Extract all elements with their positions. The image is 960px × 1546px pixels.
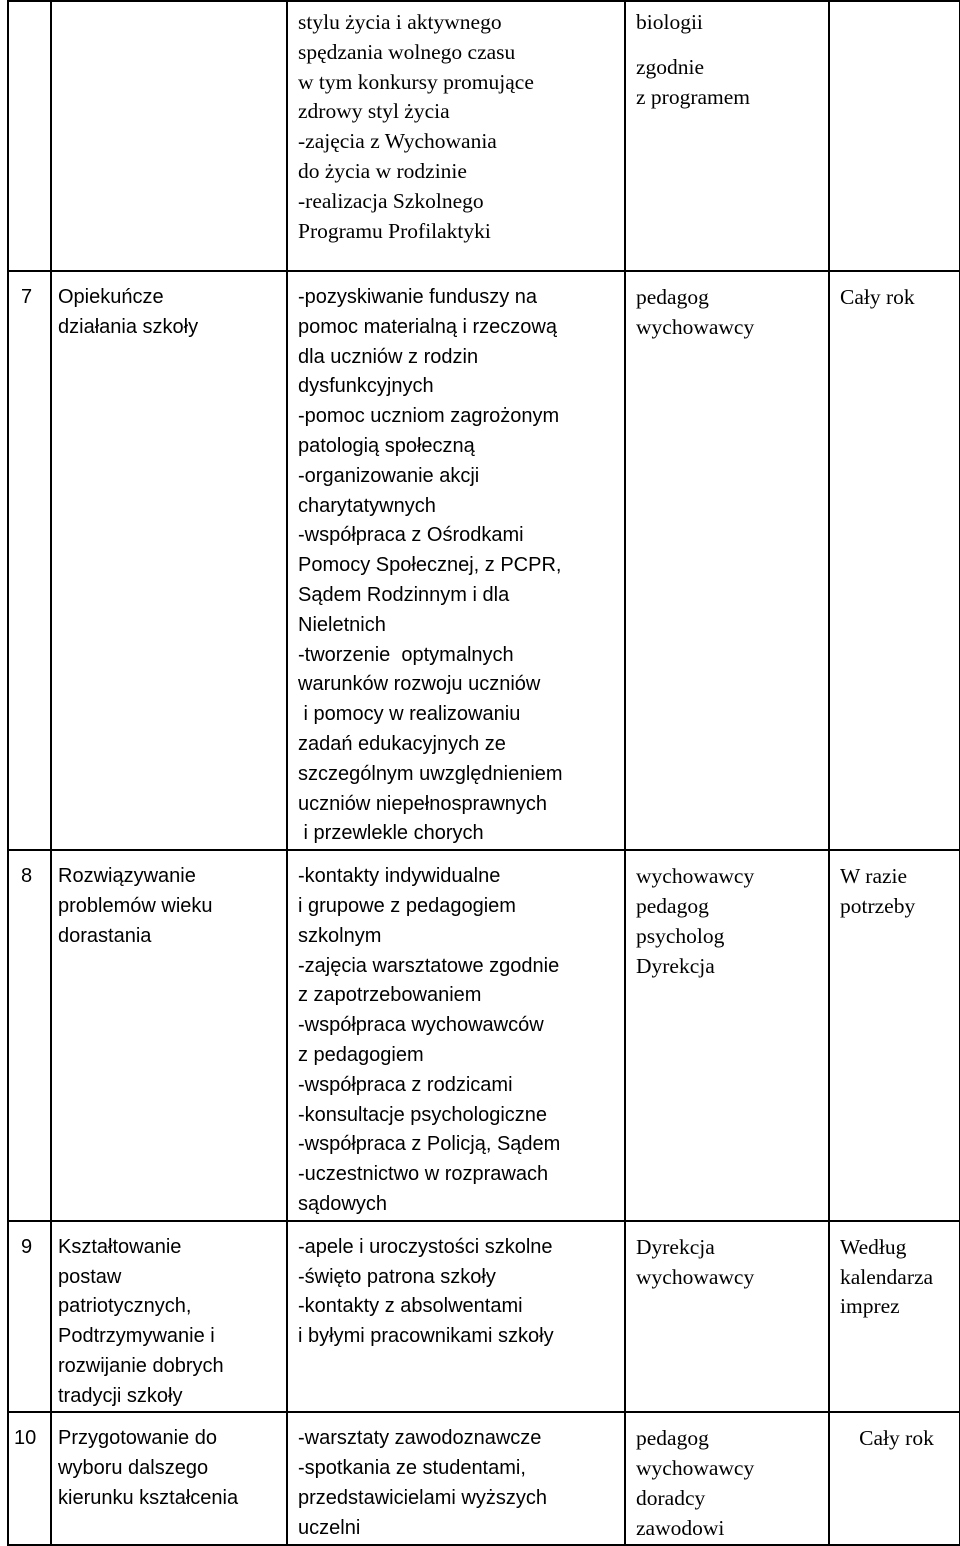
- topic-line: Kształtowanie: [58, 1235, 182, 1258]
- cell-activities: [287, 1412, 625, 1544]
- responsible-line: zawodowi: [636, 1515, 725, 1540]
- responsible-line: pedagog: [636, 285, 709, 309]
- responsible-line: wychowawcy: [636, 314, 755, 339]
- plan-table: [7, 0, 960, 1546]
- activities-list: [298, 1233, 618, 1352]
- responsible-list: [636, 283, 822, 343]
- activity-line: dla uczniów z rodzin: [298, 345, 479, 368]
- activity-line: w tym konkursy promujące: [298, 69, 534, 94]
- timing-text: [840, 283, 953, 313]
- cell-number: [8, 1, 51, 271]
- cell-responsible: [625, 1221, 829, 1413]
- row-number: 8: [8, 850, 51, 1221]
- responsible-line: wychowawcy: [636, 1456, 755, 1481]
- cell-timing: [829, 271, 960, 850]
- topic-line: rozwijanie dobrych: [58, 1354, 224, 1377]
- table-row-8: [8, 850, 960, 1221]
- activity-line: -święto patrona szkoły: [298, 1265, 496, 1288]
- cell-timing: [829, 1221, 960, 1413]
- topic-text: [58, 283, 280, 343]
- activity-line: -zajęcia z Wychowania: [298, 129, 497, 154]
- activity-line: sądowych: [298, 1192, 387, 1215]
- responsible-line: biologii: [636, 10, 703, 34]
- timing-line: potrzeby: [840, 893, 916, 918]
- activity-line: warunków rozwoju uczniów: [298, 673, 541, 696]
- responsible-line: zgodnie: [636, 54, 705, 79]
- cell-activities: [287, 1221, 625, 1413]
- cell-responsible: [625, 271, 829, 850]
- table-row-continuation: [8, 1, 960, 271]
- cell-topic: [51, 850, 287, 1221]
- responsible-list: [636, 8, 822, 112]
- cell-responsible: [625, 850, 829, 1221]
- activity-line: -współpraca wychowawców: [298, 1014, 544, 1037]
- activity-line: -pomoc uczniom zagrożonym: [298, 405, 560, 428]
- activity-line: spędzania wolnego czasu: [298, 39, 516, 64]
- topic-line: Podtrzymywanie i: [58, 1325, 215, 1348]
- topic-line: Opiekuńcze: [58, 286, 164, 308]
- topic-line: problemów wieku: [58, 894, 213, 917]
- activity-line: -realizacja Szkolnego: [298, 188, 484, 213]
- activity-line: pomoc materialną i rzeczową: [298, 315, 557, 338]
- cell-timing: [829, 1412, 960, 1544]
- topic-line: kierunku kształcenia: [58, 1487, 239, 1510]
- activity-line: uczniów niepełnosprawnych: [298, 792, 548, 815]
- topic-line: Rozwiązywanie: [58, 865, 196, 888]
- activity-line: -konsultacje psychologiczne: [298, 1103, 548, 1126]
- responsible-line: wychowawcy: [636, 1264, 755, 1289]
- cell-topic: [51, 1412, 287, 1544]
- responsible-list: [636, 1424, 822, 1543]
- timing-line: kalendarza: [840, 1264, 934, 1289]
- responsible-line: Dyrekcja: [636, 953, 715, 978]
- topic-line: wyboru dalszego: [58, 1457, 209, 1480]
- activity-line: z zapotrzebowaniem: [298, 984, 482, 1007]
- timing-line: Cały rok: [859, 1426, 934, 1451]
- activity-line: -współpraca z rodzicami: [298, 1073, 513, 1096]
- activity-line: -uczestnictwo w rozprawach: [298, 1163, 549, 1186]
- activity-line: z pedagogiem: [298, 1043, 424, 1066]
- activity-line: stylu życia i aktywnego: [298, 10, 502, 34]
- timing-line: Cały rok: [840, 285, 915, 309]
- activities-list: [298, 1424, 618, 1543]
- activity-line: -pozyskiwanie funduszy na: [298, 286, 538, 308]
- activity-line: zdrowy styl życia: [298, 99, 450, 124]
- activities-list: [298, 862, 618, 1220]
- activity-line: zadań edukacyjnych ze: [298, 732, 506, 755]
- cell-activities: [287, 271, 625, 850]
- activity-line: i pomocy w realizowaniu: [298, 703, 521, 726]
- cell-activities: [287, 850, 625, 1221]
- responsible-line: Dyrekcja: [636, 1234, 715, 1259]
- timing-text: [840, 1233, 953, 1322]
- activity-line: -zajęcia warsztatowe zgodnie: [298, 954, 560, 977]
- activity-line: i byłymi pracownikami szkoły: [298, 1325, 554, 1348]
- activity-line: uczelni: [298, 1516, 361, 1539]
- activity-line: -spotkania ze studentami,: [298, 1457, 526, 1480]
- responsible-line: pedagog: [636, 1426, 709, 1451]
- activity-line: -warsztaty zawodoznawcze: [298, 1427, 542, 1450]
- timing-text: [840, 862, 953, 922]
- topic-line: patriotycznych,: [58, 1295, 192, 1318]
- cell-responsible: [625, 1, 829, 271]
- cell-topic: [51, 1, 287, 271]
- responsible-list: [636, 862, 822, 981]
- activity-line: Programu Profilaktyki: [298, 218, 491, 243]
- activity-line: Pomocy Społecznej, z PCPR,: [298, 554, 562, 577]
- responsible-line: doradcy: [636, 1486, 706, 1511]
- activity-line: -kontakty z absolwentami: [298, 1295, 523, 1318]
- activity-line: dysfunkcyjnych: [298, 375, 434, 398]
- topic-line: dorastania: [58, 924, 152, 947]
- cell-timing: [829, 850, 960, 1221]
- cell-topic: [51, 271, 287, 850]
- responsible-list: [636, 1233, 822, 1293]
- responsible-line: psycholog: [636, 923, 725, 948]
- cell-activities: [287, 1, 625, 271]
- activity-line: i przewlekle chorych: [298, 822, 484, 845]
- activity-line: Sądem Rodzinnym i dla: [298, 583, 510, 606]
- topic-line: działania szkoły: [58, 315, 199, 338]
- row-number: 10: [8, 1412, 51, 1544]
- topic-line: tradycji szkoły: [58, 1384, 183, 1407]
- cell-timing: [829, 1, 960, 271]
- activity-line: -tworzenie optymalnych: [298, 643, 514, 666]
- row-number: 7: [8, 271, 51, 850]
- responsible-line: wychowawcy: [636, 864, 755, 889]
- table-row-10: [8, 1412, 960, 1544]
- activity-line: i grupowe z pedagogiem: [298, 894, 516, 917]
- cell-responsible: [625, 1412, 829, 1544]
- table-row-7: [8, 271, 960, 850]
- row-number: 9: [8, 1221, 51, 1413]
- topic-line: Przygotowanie do: [58, 1427, 217, 1450]
- activity-line: do życia w rodzinie: [298, 158, 467, 183]
- table-row-9: [8, 1221, 960, 1413]
- cell-topic: [51, 1221, 287, 1413]
- timing-text: [840, 1424, 953, 1454]
- timing-line: imprez: [840, 1294, 900, 1319]
- activity-line: -współpraca z Policją, Sądem: [298, 1133, 561, 1156]
- responsible-line: z programem: [636, 84, 751, 109]
- activity-line: charytatywnych: [298, 494, 436, 517]
- topic-text: [58, 1424, 280, 1513]
- topic-text: [58, 1233, 280, 1412]
- activity-line: -apele i uroczystości szkolne: [298, 1235, 553, 1258]
- activity-line: -organizowanie akcji: [298, 464, 480, 487]
- activity-line: -współpraca z Ośrodkami: [298, 524, 524, 547]
- responsible-line: pedagog: [636, 893, 709, 918]
- timing-line: W razie: [840, 864, 908, 889]
- activities-list: [298, 283, 618, 849]
- activity-line: patologią społeczną: [298, 434, 475, 457]
- topic-text: [58, 862, 280, 951]
- activity-line: Nieletnich: [298, 613, 386, 636]
- activity-line: przedstawicielami wyższych: [298, 1487, 547, 1510]
- activity-line: szkolnym: [298, 924, 382, 947]
- topic-line: postaw: [58, 1265, 122, 1288]
- activity-line: szczególnym uwzględnieniem: [298, 762, 563, 785]
- activities-list: [298, 8, 618, 246]
- activity-line: -kontakty indywidualne: [298, 865, 501, 888]
- timing-line: Według: [840, 1234, 907, 1259]
